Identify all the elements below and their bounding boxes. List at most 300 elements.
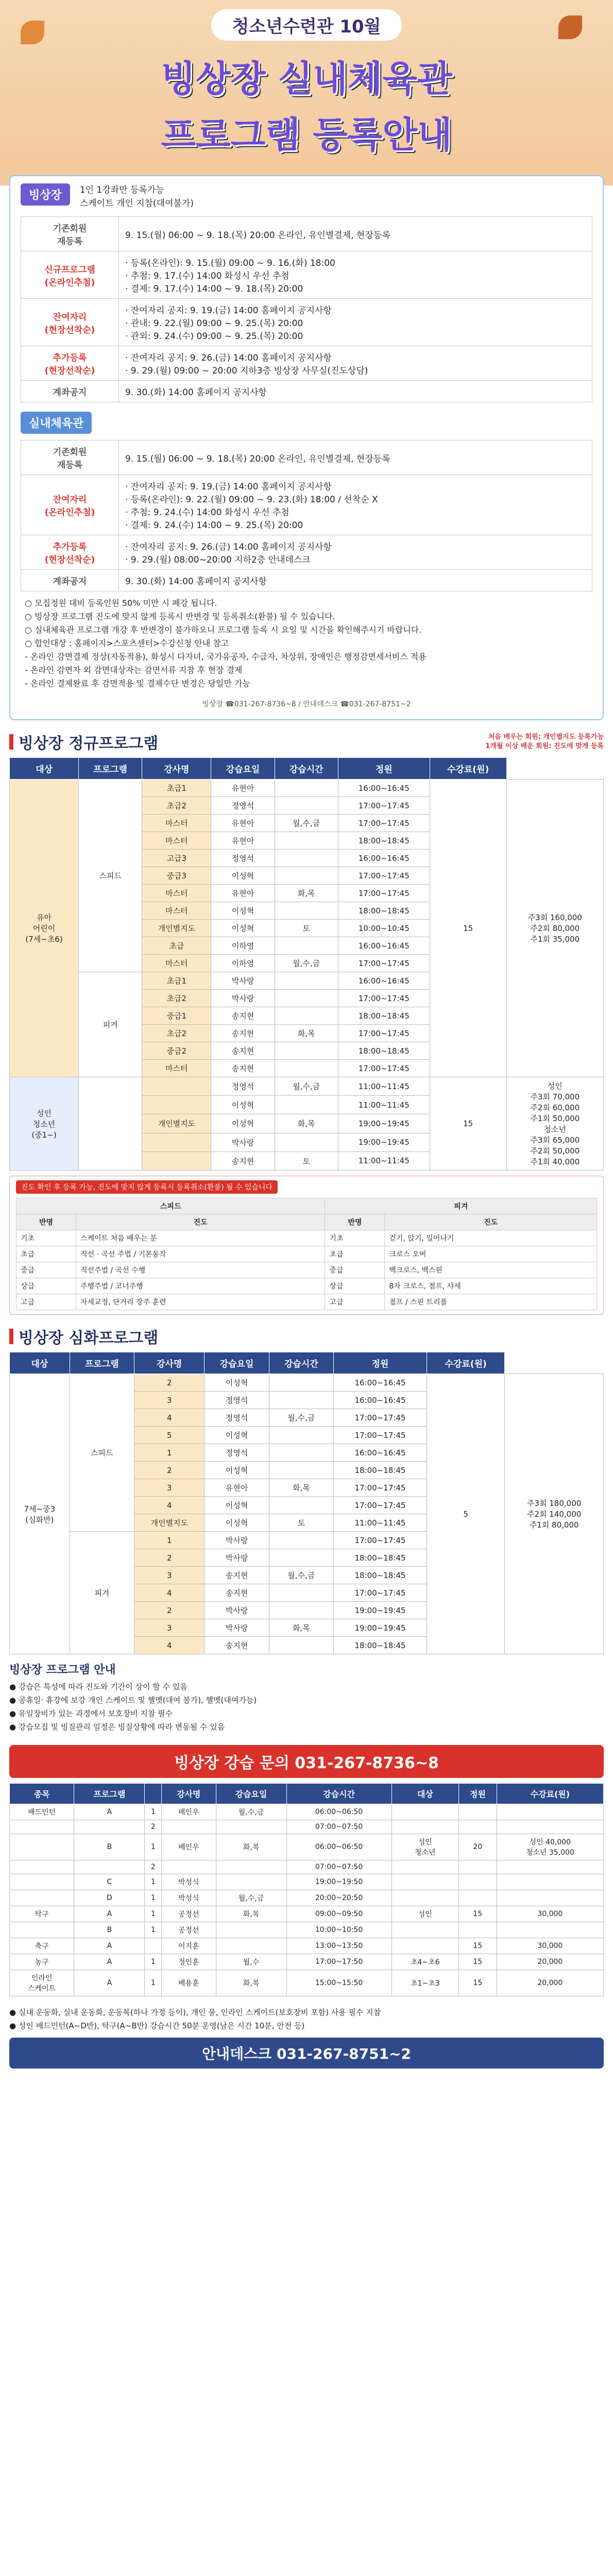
cell: 06:00~06:50 [286,1834,391,1860]
class-time: 11:00~11:45 [333,1514,427,1532]
instructor-name: 이성혁 [211,1096,275,1114]
class-level: 초급1 [142,972,211,990]
program-name [79,1077,142,1171]
level-name: 중급 [16,1262,76,1278]
instructor-name: 정영석 [211,797,275,815]
cell: 월,수 [216,1954,286,1970]
sport-name: 축구 [10,1938,74,1954]
cell: 성인 청소년 [391,1834,458,1860]
table-row [10,1077,604,1096]
class-time: 19:00~19:45 [338,1114,430,1133]
class-level: 2 [134,1549,205,1567]
cell: 07:00~07:50 [286,1860,391,1874]
cell [391,1874,458,1890]
class-level [142,1077,211,1096]
class-level: 개인별지도 [134,1514,205,1532]
class-level: 3 [134,1392,205,1409]
ice-bullets [80,183,194,210]
ice-deep-table [9,1352,604,1654]
schedule-row [21,440,592,475]
class-time: 17:00~17:45 [333,1427,427,1444]
level-desc: 백크로스, 백스핀 [385,1262,597,1278]
instructor-name: 박사랑 [205,1549,269,1567]
cell: 20,000 [497,1970,603,1996]
class-time: 16:00~16:45 [338,972,430,990]
column-header: 정원 [338,758,430,779]
class-time: 18:00~18:45 [338,902,430,920]
column-header: 수강료(원) [497,1784,603,1804]
sport-name [10,1890,74,1906]
class-days [269,1497,333,1514]
class-level: 마스터 [142,832,211,850]
instructor-name: 송지현 [205,1584,269,1602]
cell [216,1938,286,1954]
class-time: 17:00~17:45 [333,1532,427,1549]
cell: B [74,1834,145,1860]
class-days [275,850,338,867]
column-header: 프로그램 [79,758,142,779]
class-level [142,1133,211,1151]
cell [497,1922,603,1938]
cell: 1 [145,1906,162,1922]
note-line: ○ 빙상장 프로그램 진도에 맞지 않게 등록시 반변경 및 등록취소(환불) 될 수 있습니다. [25,612,335,621]
table-row [10,1820,604,1834]
cell: A [74,1906,145,1922]
class-level: 마스터 [142,885,211,902]
guide-line: ● 강습은 특성에 따라 진도와 기간이 상이 할 수 있음 [9,1682,188,1691]
level-desc: 스케이트 처음 배우는 분 [76,1230,325,1246]
class-time: 17:00~17:45 [338,955,430,972]
note-line: ○ 실내체육관 프로그램 개강 후 반변경이 불가하오니 프로그램 등록 시 요일 및 시간을 확인해주시기 바랍니다. [25,625,422,635]
schedule-key: 계좌공지 [21,570,119,591]
cell: 15 [459,1970,497,1996]
class-level: 2 [134,1602,205,1619]
level-desc: 걷기, 앉기, 일어나기 [385,1230,597,1246]
class-time: 17:00~17:45 [338,990,430,1007]
cell [74,1820,145,1834]
class-time: 11:00~11:45 [338,1096,430,1114]
cell [459,1922,497,1938]
ice-regular-title [9,731,604,753]
class-days [275,1042,338,1060]
level-name: 초급 [16,1246,76,1262]
capacity: 15 [430,1077,506,1171]
ice-inquiry-banner: 빙상장 강습 문의 031-267-8736~8 [9,1745,604,1778]
class-days: 화,목 [269,1479,333,1497]
cell [216,1922,286,1938]
cell: 초4~초6 [391,1954,458,1970]
schedule-row [21,475,592,535]
sport-name: 농구 [10,1954,74,1970]
class-days: 월,수,금 [269,1409,333,1427]
cell [497,1890,603,1906]
class-time: 18:00~18:45 [333,1462,427,1479]
guide-heading: 빙상장 프로그램 안내 [9,1664,116,1676]
class-time: 10:00~10:45 [338,920,430,937]
table-row [10,1970,604,1996]
class-days: 화,목 [275,885,338,902]
level-desc: 점프 / 스핀 트리플 [385,1294,597,1310]
instructor-name: 박사랑 [211,1133,275,1151]
instructor-name: 이하영 [211,955,275,972]
class-days: 월,수,금 [269,1567,333,1584]
table-row [10,779,604,797]
column-header: 정원 [459,1784,497,1804]
instructor-name: 이성혁 [205,1427,269,1444]
column-header: 피겨 [325,1198,597,1214]
instructor-name: 정영석 [205,1392,269,1409]
cell: 공정선 [162,1906,216,1922]
cell: 2 [145,1820,162,1834]
cell: A [74,1970,145,1996]
cell: 10:00~10:50 [286,1922,391,1938]
cell [391,1860,458,1874]
cell: 박성식 [162,1890,216,1906]
cell: 2 [145,1860,162,1874]
sport-name: 탁구 [10,1906,74,1922]
cell: D [74,1890,145,1906]
schedule-row [21,570,592,591]
age-group: 성인 청소년 (중1~) [10,1077,79,1171]
class-time: 17:00~17:45 [338,867,430,885]
program-name: 피겨 [79,972,142,1077]
instructor-name: 이성혁 [205,1462,269,1479]
level-name: 고급 [16,1294,76,1310]
schedule-row [21,535,592,570]
class-time: 17:00~17:45 [338,1060,430,1077]
level-name: 상급 [16,1278,76,1294]
program-name: 피겨 [70,1532,134,1654]
class-days [275,797,338,815]
class-time: 17:00~17:45 [333,1497,427,1514]
column-header: 스피드 [16,1198,325,1214]
class-days: 화,목 [275,1025,338,1042]
contact-line: 빙상장 ☎031-267-8736~8 / 안내데스크 ☎031-267-8751~2 [202,700,411,708]
schedule-row [21,381,592,402]
instructor-name: 유현아 [211,885,275,902]
class-days: 토 [275,920,338,937]
notice-box [9,175,604,720]
cell [391,1890,458,1906]
instructor-name: 박사랑 [211,990,275,1007]
schedule-value: 9. 15.(월) 06:00 ~ 9. 18.(목) 20:00 온라인, 유인별결제, 현장등록 [119,217,592,251]
class-level: 초급 [142,937,211,955]
class-time: 18:00~18:45 [338,1007,430,1025]
class-time: 11:00~11:45 [338,1151,430,1170]
class-days [275,1096,338,1114]
instructor-name: 박사랑 [205,1619,269,1637]
column-header: 강습시간 [286,1784,391,1804]
class-days [275,1060,338,1077]
column-header: 강사명 [162,1784,216,1804]
class-days [275,972,338,990]
levels-row [16,1262,597,1278]
class-days [269,1374,333,1392]
class-level [142,1096,211,1114]
table-row [10,1804,604,1820]
cell [391,1804,458,1820]
column-header: 강습시간 [269,1352,333,1374]
cell: 이지훈 [162,1938,216,1954]
cell: 월,수,금 [216,1804,286,1820]
schedule-value: · 잔여자리 공지: 9. 19.(금) 14:00 홈페이지 공지사항 · 등록(온라인): 9. 22.(월) 09:00 ~ 9. 23.(화) 18:00 / 선착순 X · 추첨: 9. 24.(수) 14:00 화성시 우선 추첨 · 결제: 9. 24.(수) 14:00 ~ 9. 25.(목) 20:00 [119,475,592,535]
class-level: 마스터 [142,955,211,972]
schedule-key: 추가등록 (현장선착순) [21,346,119,381]
class-time: 17:00~17:45 [338,815,430,832]
leaf-decoration [558,15,582,39]
cell: 30,000 [497,1938,603,1954]
column-header: 프로그램 [70,1352,134,1374]
sport-name [10,1820,74,1834]
class-days: 토 [269,1514,333,1532]
levels-row [16,1294,597,1310]
schedule-key: 기존회원 재등록 [21,440,119,475]
cell: 화,목 [216,1970,286,1996]
ice-guide [9,1664,604,1734]
class-level: 3 [134,1567,205,1584]
fee: 주3회 160,000 주2회 80,000 주1회 35,000 [506,779,604,1077]
class-days: 화,목 [275,1114,338,1133]
class-days [275,867,338,885]
cell: 성인 40,000 청소년 35,000 [497,1834,603,1860]
gym-table [9,1783,604,1996]
cell: A [74,1954,145,1970]
cell: 공정선 [162,1922,216,1938]
age-group: 7세~중3 (심화반) [10,1374,70,1654]
cell [459,1860,497,1874]
class-time: 16:00~16:45 [333,1392,427,1409]
class-time: 16:00~16:45 [333,1444,427,1462]
cell: 20,000 [497,1954,603,1970]
cell: 17:00~17:50 [286,1954,391,1970]
instructor-name: 정영석 [211,850,275,867]
class-days [275,1007,338,1025]
class-days [269,1444,333,1462]
class-level: 4 [134,1584,205,1602]
cell: 월,수,금 [216,1890,286,1906]
class-level: 초급2 [142,990,211,1007]
class-days: 토 [275,1151,338,1170]
class-time: 18:00~18:45 [333,1567,427,1584]
class-time: 16:00~16:45 [338,937,430,955]
column-header: 강습요일 [205,1352,269,1374]
cell: C [74,1874,145,1890]
sport-name [10,1922,74,1938]
class-level: 4 [134,1637,205,1654]
class-level: 마스터 [142,902,211,920]
level-desc: 8자 크로스, 점프, 샤세 [385,1278,597,1294]
class-level: 중급2 [142,1042,211,1060]
cell [216,1820,286,1834]
column-header: 수강료(원) [427,1352,505,1374]
column-header [145,1784,162,1804]
column-header: 반명 [325,1214,385,1230]
sport-name [10,1834,74,1860]
schedule-row [21,217,592,251]
class-days [269,1532,333,1549]
table-row [10,1374,604,1392]
level-desc: 크로스 오버 [385,1246,597,1262]
class-time: 16:00~16:45 [338,779,430,797]
info-line: ● 성인 배드민턴(A~D반), 탁구(A~B반) 강습시간 50분 운영(남은 시간 10분, 안전 등) [9,2021,305,2030]
level-name: 초급 [325,1246,385,1262]
column-header: 강습시간 [275,758,338,779]
instructor-name: 박사랑 [205,1602,269,1619]
class-time: 17:00~17:45 [333,1584,427,1602]
cell [216,1860,286,1874]
sport-name: 인라인 스케이트 [10,1970,74,1996]
guide-line: ● 유일장비가 있는 과정에서 보호장비 지참 필수 [9,1709,173,1718]
cell: 06:00~06:50 [286,1804,391,1820]
class-level: 초급2 [142,1025,211,1042]
class-level: 4 [134,1409,205,1427]
class-days: 월,수,금 [275,1077,338,1096]
program-name: 스피드 [70,1374,134,1532]
ice-regular-table [9,757,604,1171]
cell [145,1938,162,1954]
column-header: 프로그램 [74,1784,145,1804]
cell [459,1874,497,1890]
levels-row [16,1246,597,1262]
cell [74,1860,145,1874]
instructor-name: 송지현 [211,1007,275,1025]
class-time: 18:00~18:45 [338,832,430,850]
class-level: 3 [134,1619,205,1637]
class-level: 초급2 [142,797,211,815]
desk-contact-banner: 안내데스크 031-267-8751~2 [9,2038,604,2069]
title-bar [9,734,13,750]
ice-levels [9,1176,604,1315]
cell: 15 [459,1954,497,1970]
cell: 13:00~13:50 [286,1938,391,1954]
cell [497,1874,603,1890]
cell: 09:00~09:50 [286,1906,391,1922]
section-title: 빙상장 심화프로그램 [19,1329,159,1347]
cell: 15 [459,1938,497,1954]
column-header: 수강료(원) [430,758,506,779]
class-level: 1 [134,1444,205,1462]
cell: B [74,1922,145,1938]
note-line: - 온라인 감면결제 정상(자동적용), 화성시 다자녀, 국가유공자, 수급자, 차상위, 장애인은 행정감면세서비스 적용 [25,652,427,662]
cell: 화,목 [216,1906,286,1922]
column-header: 강사명 [134,1352,205,1374]
class-days: 월,수,금 [275,955,338,972]
levels-row [16,1230,597,1246]
ice-schedule-table [21,216,592,402]
section-title: 빙상장 정규프로그램 [19,735,159,753]
instructor-name: 이성혁 [211,920,275,937]
cell [162,1860,216,1874]
class-days [275,779,338,797]
ice-tag: 빙상장 [21,183,70,206]
class-days [269,1584,333,1602]
gym-schedule-table [21,440,592,591]
hero [0,0,613,185]
class-time: 18:00~18:45 [338,1042,430,1060]
guide-line: ● 강습모집 및 빙질관리 일정은 빙질상황에 따라 변동될 수 있음 [9,1722,225,1732]
table-row [10,1890,604,1906]
class-days [269,1549,333,1567]
schedule-row [21,251,592,299]
class-level: 중급3 [142,867,211,885]
instructor-name: 이성혁 [211,902,275,920]
cell: 1 [145,1890,162,1906]
instructor-name: 이성혁 [211,1114,275,1133]
program-name: 스피드 [79,779,142,972]
level-name: 중급 [325,1262,385,1278]
class-time: 17:00~17:45 [338,885,430,902]
cell: 초1~초3 [391,1970,458,1996]
schedule-value: 9. 30.(화) 14:00 홈페이지 공지사항 [119,570,592,591]
level-desc: 자세교정, 단거리 장주 훈련 [76,1294,325,1310]
schedule-value: 9. 15.(월) 06:00 ~ 9. 18.(목) 20:00 온라인, 유인별결제, 현장등록 [119,440,592,475]
level-name: 기초 [16,1230,76,1246]
table-row [10,1874,604,1890]
sport-name [10,1874,74,1890]
instructor-name: 송지현 [205,1637,269,1654]
cell [391,1922,458,1938]
class-level: 마스터 [142,1060,211,1077]
fee: 성인 주3회 70,000 주2회 60,000 주1회 50,000 청소년 주3회 65,000 주2회 50,000 주1회 40,000 [506,1077,604,1171]
cell [391,1820,458,1834]
class-time: 11:00~11:45 [338,1077,430,1096]
class-days: 월,수,금 [275,815,338,832]
column-header: 진도 [76,1214,325,1230]
fee: 주3회 180,000 주2회 140,000 주1회 80,000 [505,1374,604,1654]
cell: 1 [145,1970,162,1996]
class-days [275,832,338,850]
level-name: 기초 [325,1230,385,1246]
level-desc: 직선 · 곡선 주법 / 기본동작 [76,1246,325,1262]
schedule-value: · 잔여자리 공지: 9. 26.(금) 14:00 홈페이지 공지사항 · 9. 29.(월) 09:00 ~ 20:00 지하3층 빙상장 사무실(진도상담) [119,346,592,381]
class-level: 4 [134,1497,205,1514]
table-row [10,1938,604,1954]
cell [459,1890,497,1906]
levels-header [16,1198,597,1214]
cell: 19:00~19:50 [286,1874,391,1890]
cell: 1 [145,1874,162,1890]
instructor-name: 유현아 [211,832,275,850]
instructor-name: 정영석 [211,1077,275,1096]
cell [162,1820,216,1834]
cell: 15:00~15:50 [286,1970,391,1996]
bullet: 스케이트 개인 지참(대여불가) [79,198,194,209]
instructor-name: 이성혁 [211,867,275,885]
class-days [269,1427,333,1444]
table-row [10,1860,604,1874]
cell [497,1804,603,1820]
cell: 1 [145,1954,162,1970]
class-time: 18:00~18:45 [333,1549,427,1567]
instructor-name: 정영석 [205,1444,269,1462]
column-header: 정원 [333,1352,427,1374]
table-header-row [10,1784,604,1804]
cell [216,1874,286,1890]
class-days [275,902,338,920]
class-time: 16:00~16:45 [338,850,430,867]
schedule-value: · 등록(온라인): 9. 15.(월) 09:00 ~ 9. 16.(화) 18:00 · 추첨: 9. 17.(수) 14:00 화성시 우선 추첨 · 결제: 9. 17.(수) 14:00 ~ 9. 18.(목) 20:00 [119,251,592,299]
column-header: 진도 [385,1214,597,1230]
cell: 배용훈 [162,1970,216,1996]
cell: 배인우 [162,1834,216,1860]
class-days [275,937,338,955]
schedule-key: 추가등록 (현장선착순) [21,535,119,570]
cell: 정인훈 [162,1954,216,1970]
section-note: 처음 배우는 회원: 개인별지도 등록가능 1개월 이상 배운 회원: 진도에 맞게 등록 [485,733,604,750]
cell: 20:00~20:50 [286,1890,391,1906]
table-row [10,1906,604,1922]
note-line: ○ 합인대상 : 홈페이지>스포츠센터>수강신청 안내 참고 [25,638,229,648]
